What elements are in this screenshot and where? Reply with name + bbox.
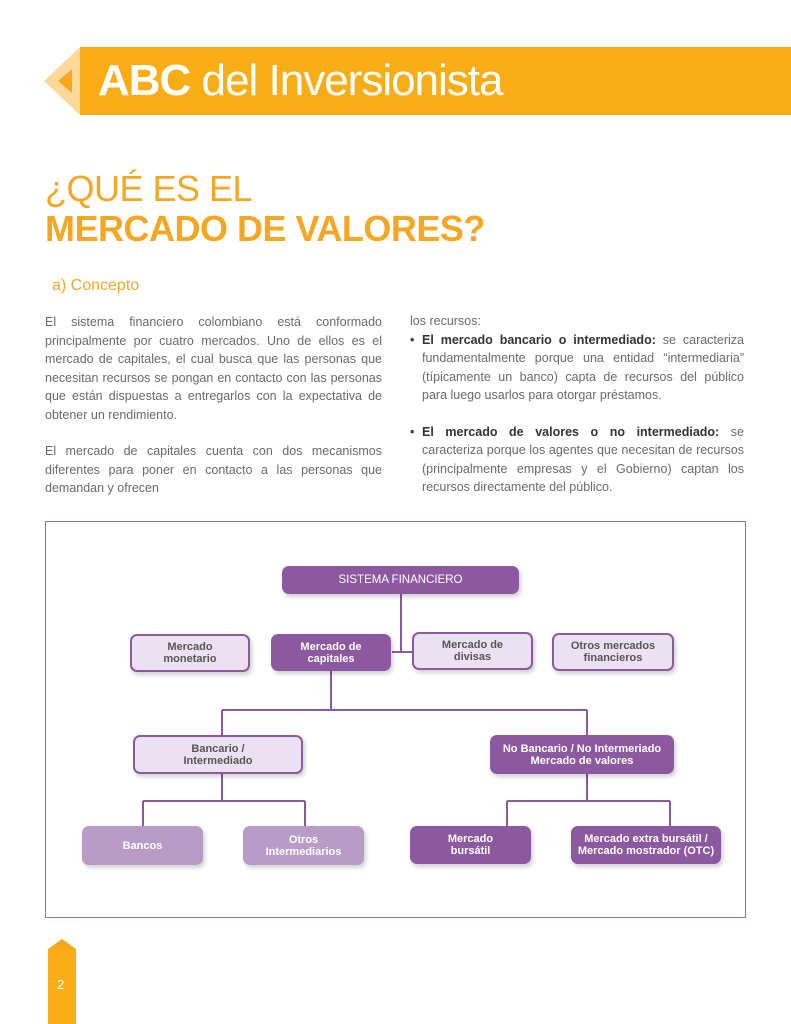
node-bancos [82, 826, 203, 865]
node-mercado-divisas-label: Mercado de divisas [441, 639, 504, 663]
node-bancos-label: Bancos [122, 839, 163, 852]
node-extra-bursatil-line2: Mercado mostrador (OTC) [577, 845, 715, 857]
page-title-light: del Inversionista [190, 56, 503, 105]
node-otros-mercados [552, 633, 674, 671]
node-bancario-label: Bancario / Intermediado [183, 742, 253, 767]
node-mercado-bursatil [410, 826, 531, 864]
node-otros-intermediarios-label: Otros Intermediarios [265, 833, 342, 858]
node-extra-bursatil [571, 826, 721, 864]
bullet-dot-icon: • [410, 332, 415, 347]
node-otros-intermediarios [243, 826, 364, 865]
footer-pencil-tip [48, 939, 76, 949]
node-no-bancario-line1: No Bancario / No Intermeriado [502, 742, 662, 755]
left-paragraph-1: El sistema financiero colombiano está conformado principalmente por cuatro mercados. Uno de ellos es el mercado de capitales, el cual busca que las personas que necesitan recursos se pongan en contacto con las personas que están dispuestas a entregarlos con la expectativa de obtener un rendimiento. [45, 315, 382, 422]
node-mercado-monetario-label: Mercado monetario [163, 641, 217, 665]
right-intro: los recursos: [410, 314, 481, 328]
node-no-bancario-line2: Mercado de valores [530, 754, 634, 767]
node-mercado-bursatil-label: Mercado bursátil [447, 833, 494, 857]
node-mercado-capitales-label: Mercado de capitales [300, 640, 362, 665]
node-mercado-monetario [130, 634, 250, 672]
node-otros-mercados-label: Otros mercados financieros [570, 640, 656, 664]
bullet-dot-icon: • [410, 424, 415, 439]
bullet1-term: El mercado bancario o intermediado: [422, 332, 656, 347]
node-mercado-capitales [271, 634, 391, 671]
node-sistema-financiero [282, 566, 519, 594]
node-bancario-intermediado [133, 735, 303, 774]
left-paragraph-2: El mercado de capitales cuenta con dos mecanismos diferentes para poner en contacto a las personas que demandan y ofrecen [45, 444, 382, 495]
node-no-bancario [490, 735, 674, 774]
section-heading-line1: ¿QUÉ ES EL [45, 168, 253, 209]
node-sistema-financiero-label: SISTEMA FINANCIERO [338, 574, 463, 586]
page-title-bold: ABC [98, 56, 191, 105]
node-mercado-divisas [412, 632, 533, 670]
bullet2-text: se caracteriza porque los agentes que necesitan de recursos (principalmente empresas y el Gobierno) captan los recursos directamente del público. [422, 424, 744, 494]
bullet1-text: se caracteriza fundamentalmente porque una entidad “intermediaria” (típicamente un banco) capta de recursos del público para luego usarlos para otorgar préstamos. [422, 332, 744, 402]
section-heading-line2: MERCADO DE VALORES? [45, 208, 485, 249]
bullet2-term: El mercado de valores o no intermediado: [422, 424, 720, 439]
subheading-concepto: a) Concepto [52, 277, 140, 294]
node-extra-bursatil-line1: Mercado extra bursátil / [584, 833, 708, 845]
page-number: 2 [57, 977, 65, 992]
